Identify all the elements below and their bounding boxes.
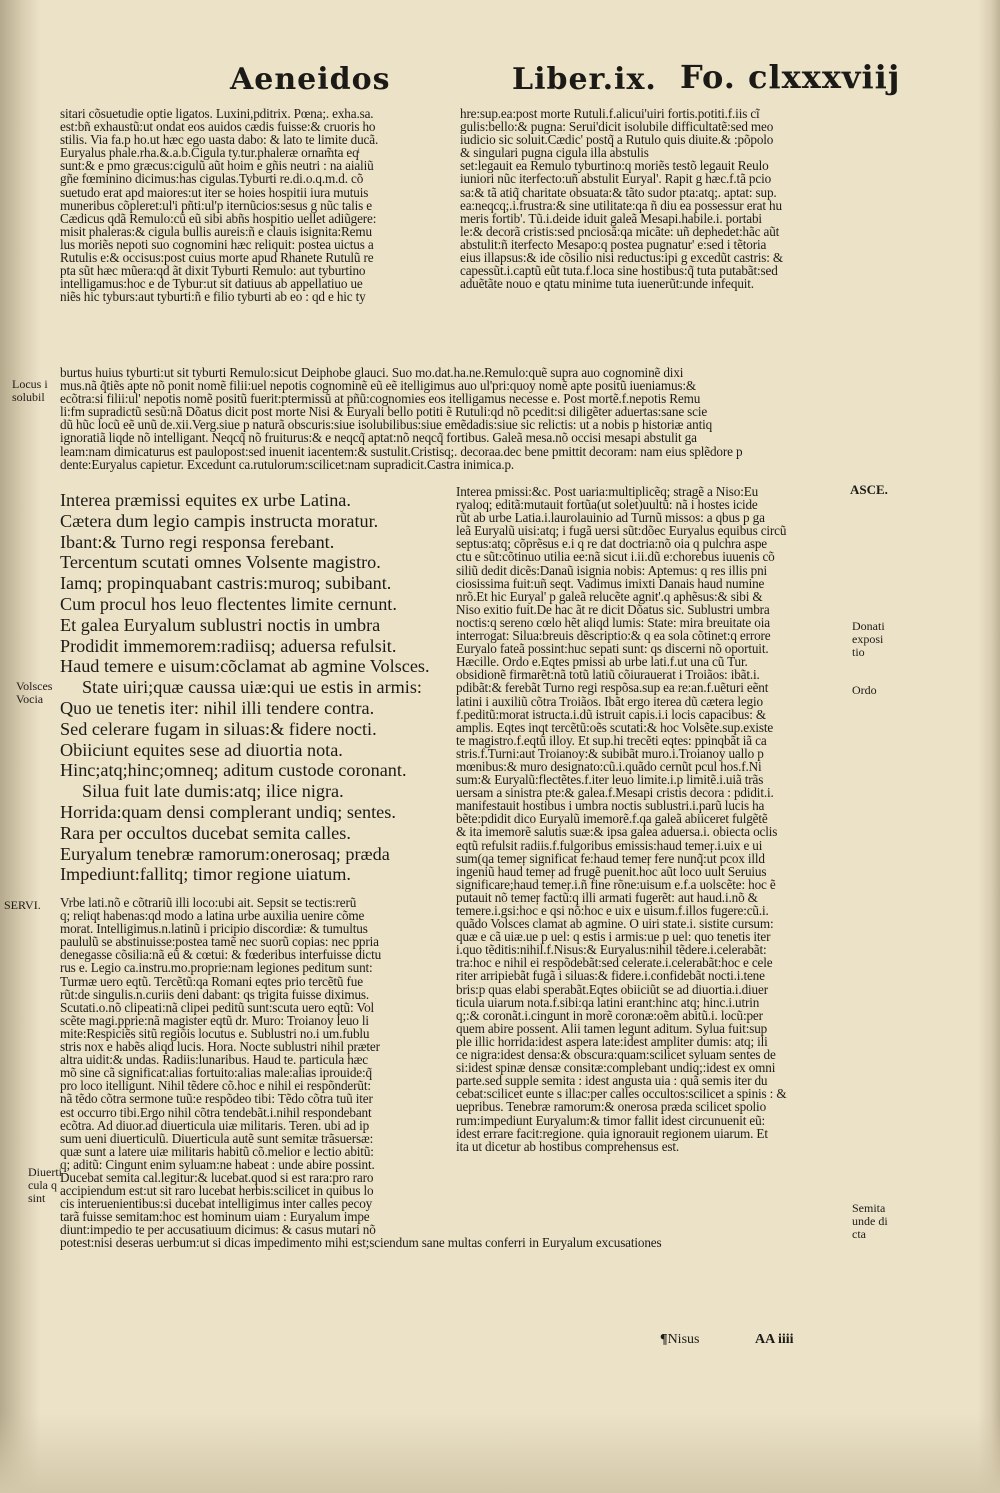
header-work-title: Aeneidos bbox=[230, 62, 391, 97]
commentary-line: parte.sed supple semita : idest angusta uia : quã semis iter du bbox=[456, 1073, 768, 1089]
commentary-line: sa:& tã atiq̃ charitate obsuata:& tãto sudor pta:atq;. aptat: sup. bbox=[460, 184, 777, 200]
commentary-line: bris:p quas elabi sperabãt.Eqtes obiiciũt se ad diuortia.i.diuer bbox=[456, 981, 768, 997]
commentary-line: noctis:q sereno cœlo hẽt aliqd lumis: State: mira breuitate oia bbox=[456, 614, 770, 630]
commentary-line: lus moriẽs nepoti suo cognomini hæc reliquit: postea uictus a bbox=[60, 236, 374, 252]
commentary-line: & singulari pugna cigula illa abstulis bbox=[460, 145, 649, 161]
commentary-line: siliũ dedit dicẽs:Danaũ isignia nobis: Aptemus: q res illis pni bbox=[456, 562, 768, 578]
commentary-line: f.peditũ:morat istructa.i.dũ istruit capis.i.i locis capacibus: & bbox=[456, 706, 766, 722]
commentary-line: rũt:de singulis.n.curiis deni dabant: qs trigita fuisse diximus. bbox=[60, 986, 370, 1002]
commentary-line: morat. Intelligimus.n.latinũ i pricipio discordiæ: & tumultus bbox=[60, 921, 368, 937]
commentary-line: bẽte:pdidit dico Euryalũ imemorẽ.f.qa galeã abiiceret fulgẽtẽ bbox=[456, 811, 768, 827]
margin-note-line: Vocia bbox=[16, 692, 44, 706]
margin-note-line: unde di bbox=[852, 1214, 888, 1228]
commentary-line: significare;haud temeŗ.i.ñ fine rõne:uisum e.f.a uolscẽte: hoc ẽ bbox=[456, 876, 776, 892]
verse-line: Obiiciunt equites sese ad diuortia nota. bbox=[60, 739, 343, 760]
commentary-line: ecõtra. Ad diuor.ad diuerticula uiæ militaris. Teren. ubi ad ip bbox=[60, 1117, 370, 1133]
signature-mark: AA iiii bbox=[755, 1332, 794, 1347]
margin-note-ascensius bbox=[850, 483, 888, 496]
commentary-line: sum:& Euryalũ:flectẽtes.f.iter leuo limite.i.p limitẽ.i.uiã trãs bbox=[456, 772, 764, 788]
commentary-line: ple illic horrida:idest aspera late:idest ampliter dumis: atq; ili bbox=[456, 1033, 768, 1049]
commentary-line: Interea pmissi:&c. Post uaria:multiplicẽq; stragẽ a Niso:Eu bbox=[456, 484, 759, 499]
commentary-line: ciosissima fuit:uñ seqt. Vadimus imixti Danais haud numine bbox=[456, 575, 765, 591]
commentary-line: suetudo erat apd maiores:ut iter se hoies hospitii iura mutuis bbox=[60, 184, 369, 200]
margin-note-line: sint bbox=[28, 1191, 46, 1205]
commentary-line: altra uidit:& undas. Radiis:lunaribus. Haud te. particula hæc bbox=[60, 1052, 369, 1068]
commentary-line: potest:nisi deseras uerbum:ut si dicas impedimento mihi est;sciendum sane multas conferri in Euryalum excusationes bbox=[60, 1235, 662, 1251]
commentary-line: abstulit:ñ iterfecto Mesapo:q postea pugnatur' e:sed i tẽtoria bbox=[460, 236, 767, 252]
commentary-line: mœnibus:& muro designato:cũ.i.quãdo cernũt pcul hos.f.Ni bbox=[456, 758, 762, 774]
header-folio-number: Fo. clxxxviij bbox=[680, 58, 901, 96]
margin-note-line: solubil bbox=[12, 390, 45, 404]
commentary-line: stilis. Via fa.p ho.ut hæc ego uasta dabo: & lato te limite ducã. bbox=[60, 132, 379, 148]
commentary-line: pta sũt hæc mũera:qd ãt dixit Tyburti Remulo: aut tyburtino bbox=[60, 263, 366, 279]
commentary-line: diunt:impedio te per accusatiuum dicimus: & casus mutari nõ bbox=[60, 1222, 376, 1238]
commentary-line: Turmæ uero eqtũ. Tercẽtũ:qa Romani eqtes prio tercẽtũ fue bbox=[60, 973, 363, 989]
commentary-line: nrõ.Et hic Euryal' p galeã relucẽte agnit'.q aphẽsus:& sibi & bbox=[456, 588, 763, 604]
commentary-line: niẽs hic tyburs:aut tyburti:ñ e filio tyburti ab eo : qd e hic ty bbox=[60, 289, 366, 305]
verse-line: Impediunt:fallitq; timor regione uiatum. bbox=[60, 864, 351, 885]
commentary-line: ctu e sũt:cõtinuo utilia ee:nã sicut i.ii.dũ e:chorebus iuuenis cõ bbox=[456, 549, 775, 565]
commentary-line: sum ueni diuerticulũ. Diuerticula autẽ sunt semitæ trãsuersæ: bbox=[60, 1130, 374, 1146]
commentary-line: sitari cõsuetudie optie ligatos. Luxini,pditrix. Pœna;. exha.sa. bbox=[60, 106, 374, 121]
verse-line: Prodidit immemorem:radiisq; aduersa refulsit. bbox=[60, 635, 397, 656]
verse-line: Hinc;atq;hinc;omneq; aditum custode coronant. bbox=[60, 760, 407, 781]
commentary-line: burtus huius tyburti:ut sit tyburti Remulo:sicut Deiphobe glauci. Suo mo.dat.ha.ne.Remulo:quẽ supra auo cognominẽ dixi bbox=[60, 365, 684, 380]
commentary-line: est occurro tibi.Ergo nihil cõtra tendebãt.i.nihil respondebant bbox=[60, 1104, 372, 1120]
commentary-line: eius illapsus:& ide cõsilio nisi reductus:ipi g excedũt castris: & bbox=[460, 250, 784, 266]
commentary-line: idest errare facit:regione. quia ignorauit regionem uiarum. Et bbox=[456, 1125, 768, 1141]
commentary-line: q; aditũ: Cingunt enim syluam:ne habeat : unde abire possint. bbox=[60, 1156, 375, 1172]
commentary-line: rũt ab urbe Latia.i.laurolauinio ad Turnũ missos: a qbus p ga bbox=[456, 510, 765, 526]
margin-note-line: Diuerti bbox=[28, 1165, 62, 1179]
commentary-line: Euryalo fateã possint:huc sepati sunt: qs discerni nõ oportuit. bbox=[456, 641, 769, 657]
commentary-line: tra:hoc e nihil ei respõdebãt:sed celerate.i.celerabãt:hoc e cele bbox=[456, 955, 773, 971]
commentary-line: mus.nã q̃tiẽs apte nõ ponit nomẽ filii:uel nepotis cognominẽ eũ eẽ itelligimus auo ul'pri:quoy nomẽ apte positũ iueniamus:& bbox=[60, 378, 697, 394]
commentary-line: manifestauit hostibus i umbra noctis sublustri.i.parũ lucis ha bbox=[456, 798, 765, 814]
commentary-line: li:fm supradictũ sesũ:nã Dõatus dicit post morte Nisi & Euryali bello potiti ẽ Rutuli:qd nõ pcedit:si diligẽter aduertas:sane scie bbox=[60, 404, 708, 420]
commentary-line: ingeniũ haud temeŗ ad frugẽ puenit.hoc aũt loco uult Seruius bbox=[456, 863, 767, 879]
commentary-line: intelligamus:hoc e de Tybur:ut sit datiuus ab appellatiuo ue bbox=[60, 276, 363, 292]
commentary-line: aduẽtãte nouo e qtatu minime tuta iuenerũt:unde infequit. bbox=[460, 276, 754, 292]
commentary-line: ryaloq; editã:mutauit fortũa(ut solet)uultũ: nã i hostes icide bbox=[456, 497, 758, 513]
commentary-line: ignoratiã liqde nõ intelligant. Neqcq̃ nõ fruiturus:& e neqcq̃ aptat:nõ neqcq̃ fortibus. Galeã mesa.nõ occisi mesapi abstulit ga bbox=[60, 430, 697, 446]
commentary-line: stris nox e habẽs aliqd lucis. Hora. Nocte sublustri nihil præter bbox=[60, 1039, 380, 1055]
commentary-line: si:idest spinæ densæ consitæ:complebant undiq;:idest ex omni bbox=[456, 1060, 776, 1076]
commentary-line: pro loco itelligunt. Nihil tẽdere cõ.hoc e nihil ei respõnderũt: bbox=[60, 1078, 371, 1094]
commentary-full-width bbox=[60, 366, 840, 471]
commentary-line: Hæcille. Ordo e.Eqtes pmissi ab urbe lati.f.ut una cũ Tur. bbox=[456, 654, 748, 670]
commentary-line: iuniori nũc iterfecto:uñ abstulit Euryal'. Rapit g hæc.f.tã pcio bbox=[460, 171, 772, 187]
commentary-line: misit phaleras:& cigula bullis aureis:ñ e clauis isignita:Remu bbox=[60, 223, 372, 239]
commentary-line: leã Euryalũ uisi:atq; i fugã uersi sũt:dõec Euryalus equibus circũ bbox=[456, 523, 787, 539]
commentary-line: & ita imemorẽ salutis suæ:& ipsa galea aduersa.i. obiecta oclis bbox=[456, 824, 778, 840]
commentary-line: capessũt.i.captũ eũt tuta.f.loca sine hostibus:q̃ tuta putabãt:sed bbox=[460, 263, 778, 279]
margin-note-servi bbox=[4, 899, 41, 912]
commentary-line: Rutulis e:& occisus:post cuius morte apud Rhanete Rutulũ re bbox=[60, 250, 374, 266]
commentary-line: tarã fuisse semitam:hoc est hominum uiam : Euryalum impe bbox=[60, 1209, 370, 1225]
commentary-left-top bbox=[60, 107, 445, 303]
verse-block bbox=[60, 490, 450, 885]
commentary-line: rus e. Legio ca.instru.mo.proprie:nam legiones peditum sunt: bbox=[60, 960, 373, 976]
verse-line: Tercentum scutati omnes Volsente magistro. bbox=[60, 552, 381, 573]
margin-note-line: cula q bbox=[28, 1178, 57, 1192]
commentary-line: quæ sunt a latere uiæ militaris habitũ cõ.melior e lectio abitũ: bbox=[60, 1143, 374, 1159]
commentary-line: scẽte magi.pprie:nã magister eqtũ dr. Muro: Troianoy leuo li bbox=[60, 1012, 369, 1028]
commentary-right-middle bbox=[456, 485, 841, 1153]
commentary-line: eqtũ refulsit radiis.f.fulgoribus emissis:haud temeŗ.i.uix e ui bbox=[456, 837, 763, 853]
margin-note-line: Donati bbox=[852, 619, 885, 633]
page-edge-right bbox=[978, 0, 1000, 1493]
commentary-right-top bbox=[460, 107, 838, 290]
commentary-line: quãdo Volsces clamat ab agmine. O uiri state.i. sistite cursum: bbox=[456, 916, 774, 932]
commentary-line: quem abire possent. Alii tamen legunt aditum. Sylua fuit:sup bbox=[456, 1020, 768, 1036]
margin-note-line: Volsces bbox=[16, 679, 53, 693]
commentary-line: mõ sine cã significat:alias fortuito:alias male:alias iprouide:q̃ bbox=[60, 1065, 372, 1081]
verse-line: State uiri;quæ caussa uiæ:qui ue estis in armis: bbox=[82, 677, 422, 698]
header-book-number: Liber.ix. bbox=[512, 62, 657, 97]
margin-note-donati bbox=[852, 620, 885, 659]
margin-note-ordo bbox=[852, 684, 877, 697]
commentary-line: Niso exitio fuit.De hac ãt re dicit Dõatus sic. Sublustri umbra bbox=[456, 601, 770, 617]
commentary-line: rum:impediunt Euryalum:& timor fallit idest circunuenit eũ: bbox=[456, 1112, 766, 1128]
margin-note-line: Locus i bbox=[12, 377, 48, 391]
commentary-line: pdibãt:& ferebãt Turno regi respõsa.sup ea re:an.f.uẽturi eẽnt bbox=[456, 680, 769, 696]
verse-line: Horrida:quam densi complerant undiq; sentes. bbox=[60, 801, 396, 822]
commentary-line: Ducebat semita cal.legitur:& lucebat.quod si est rara:pro raro bbox=[60, 1169, 374, 1185]
margin-note-line: ASCE. bbox=[850, 482, 888, 497]
commentary-line: cis interuenientibus:si ducebat intelligimus inter calles pecoy bbox=[60, 1196, 373, 1212]
verse-line: Silua fuit late dumis:atq; ilice nigra. bbox=[82, 781, 344, 802]
commentary-line: q;:& coronãt.i.cingunt in morẽ coronæ:oẽm abitũ.i. locũ:per bbox=[456, 1007, 763, 1023]
margin-note-line: exposi bbox=[852, 632, 884, 646]
commentary-line: dente:Euryalus capietur. Excedunt ca.rutulorum:scilicet:nam supradicit.Castra inimica.p. bbox=[60, 456, 515, 472]
margin-note-diuerticula bbox=[28, 1166, 62, 1205]
commentary-line: hre:sup.ea:post morte Rutuli.f.alicui'uiri fortis.potiti.f.iis cĩ bbox=[460, 106, 760, 121]
catchword-text: Nisus bbox=[667, 1332, 700, 1347]
commentary-line: uepribus. Tenebræ ramorum:& onerosa præda scilicet spolio bbox=[456, 1099, 767, 1115]
commentary-line: uersam a sinistra pte:& galea.f.Mesapi cristis decora : pdidit.i. bbox=[456, 785, 774, 801]
verse-line: Et galea Euryalum sublustri noctis in umbra bbox=[60, 614, 381, 635]
verse-line: Iamq; propinquabant castris:muroq; subibant. bbox=[60, 573, 392, 594]
commentary-line: Vrbe lati.nõ e cõtrariũ illi loco:ubi ait. Sepsit se tectis:rerũ bbox=[60, 895, 357, 910]
verse-line: Sed celerare fugam in siluas:& fidere nocti. bbox=[60, 718, 377, 739]
commentary-line: denegasse cõsilia:nã eũ & cœtui: & fœderibus interfuisse dictu bbox=[60, 947, 382, 963]
commentary-line: sum(qa temeŗ significat fe:haud temeŗ fere nunq̃:ut pcox illd bbox=[456, 850, 765, 866]
verse-line: Haud temere e uisum:cõclamat ab agmine Volsces. bbox=[60, 656, 430, 677]
commentary-line: mite:Respiciẽs sitũ regiõis locutus e. Sublustri no.i um.fublu bbox=[60, 1025, 370, 1041]
running-header bbox=[0, 58, 1000, 112]
margin-note-line: Ordo bbox=[852, 683, 877, 697]
commentary-line: nã tẽdo cõtra sermone tuũ:e respõdeo tibi: Tẽdo cõtra tuũ iter bbox=[60, 1091, 373, 1107]
commentary-line: meris fortib'. Tũ.i.deide iduit galeã Mesapi.habile.i. portabi bbox=[460, 210, 762, 226]
commentary-line: obsidionẽ firmarẽt:nã totũ latiũ cõiurauerat i Troiãos: ibãt.i. bbox=[456, 667, 760, 683]
commentary-line: Cædicus qdã Remulo:cũ eũ sibi abñs hospitio uellet adiũgere: bbox=[60, 210, 377, 226]
margin-note-volsces bbox=[16, 680, 52, 706]
commentary-line: muneribus cõpleret:ul'i pñti:ul'p iternũcios:sesus g nũc talis e bbox=[60, 197, 372, 213]
commentary-line: temere.i.gsi:hoc e qsi nõ:hoc e uix e uisum.f.illos fugere:cũ.i. bbox=[456, 903, 769, 918]
margin-note-line: SERVI. bbox=[4, 898, 41, 912]
commentary-line: le:& decorã cristis:sed pnciosã:qa micãte: uñ dephedet:hãc aũt bbox=[460, 223, 780, 239]
verse-line: Rara per occultos ducebat semita calles. bbox=[60, 822, 351, 843]
verse-line: Cum procul hos leuo flectentes limite cernunt. bbox=[60, 593, 397, 614]
commentary-line: gulis:bello:& pugna: Serui'dicit isolubile difficultatẽ:sed meo bbox=[460, 119, 774, 135]
commentary-line: dũ hũc locũ eẽ unũ de.xii.Verg.siue p naturã obscuris:siue isolubilibus:siue emẽdadis:siue sic relictis: ut a nobis p historiæ antiq bbox=[60, 417, 713, 433]
commentary-line: iudicio sic soluit.Cædic' postq̃ a Rutulo quis diuite.& :põpolo bbox=[460, 132, 774, 148]
commentary-line: est:bñ exhaustũ:ut ondat eos auidos cædis fuisse:& cruoris ho bbox=[60, 119, 376, 135]
margin-note-line: cta bbox=[852, 1227, 866, 1241]
commentary-line: i.quo tẽditis:nihil.f.Nisus:& Euryalus:nihil tẽdere.i.celerabãt: bbox=[456, 942, 767, 958]
commentary-line: amplis. Eqtes inqt tercẽtũ:oẽs scutati:& hoc Volsẽte.sup.existe bbox=[456, 719, 774, 735]
commentary-line: Scutati.o.nõ clipeati:nã clipei peditũ sunt:scuta uero eqtũ: Vol bbox=[60, 999, 375, 1015]
verse-line: Ibant:& Turno regi responsa ferebant. bbox=[60, 531, 335, 552]
commentary-line: ea:neqcq;.i.frustra:& sine utilitate:qa ñ diu ea possessur erat hu bbox=[460, 197, 782, 213]
verse-line: Quo ue tenetis iter: nihil illi tendere contra. bbox=[60, 697, 375, 718]
commentary-line: latini i auxiliũ cõtra Troiãos. Ibãt ergo iterea dũ cætera legio bbox=[456, 693, 763, 709]
margin-note-semita bbox=[852, 1202, 888, 1241]
commentary-line: leam:nam dimicaturus est paulopost:sed inuenit iacentem:& sustulit.Cristisq;. decoraa.dec bene pmittit decoram: nam eius splẽdore p bbox=[60, 443, 743, 459]
margin-note-line: tio bbox=[852, 645, 865, 659]
commentary-line: ita ut dicetur ab hostibus comprehensus est. bbox=[456, 1138, 680, 1154]
commentary-line: septus:atq; cõprẽsus e.i q re dat doctria:nõ oia q pulchra aspe bbox=[456, 536, 767, 552]
commentary-line: q; reliqt habenas:qd modo a latina urbe auxilia uenire cõme bbox=[60, 908, 365, 924]
commentary-line: ticula uiarum nota.f.sibi:qa latini erant:hinc atq; hinc.i.utrin bbox=[456, 994, 760, 1010]
catchword bbox=[660, 1332, 699, 1348]
commentary-line: putauit nõ temeŗ factũ:q illi armati fugerẽt: aut haud.i.nõ & bbox=[456, 889, 758, 905]
margin-note-locus bbox=[12, 378, 48, 404]
commentary-line: cebat:scilicet eunte s illac:per calles occultos:scilicet a spinis : & bbox=[456, 1086, 787, 1102]
paragraph-mark-icon: ¶ bbox=[660, 1332, 668, 1347]
commentary-line: riter arripiebãt fugã i siluas:& fidere.i.confidebãt nocti.i.tene bbox=[456, 968, 765, 984]
commentary-line: ce nigra:idest densa:& obscura:quam:scilicet syluam sentes de bbox=[456, 1047, 776, 1063]
page-edge-bottom bbox=[0, 1413, 1000, 1493]
commentary-line: set:legauit ea Remulo tyburtino:q moriẽs testõ legauit Reulo bbox=[460, 158, 769, 174]
commentary-line: stris.f.Turni:aut Troianoy:& subibãt muro.i.Troianoy uallo p bbox=[456, 745, 764, 761]
commentary-line: paululũ se abstinuisse:postea tamẽ nec suorũ copias: nec ppria bbox=[60, 934, 379, 950]
commentary-line: accipiendum est:ut sit raro lucebat herbis:scilicet in quibus lo bbox=[60, 1183, 374, 1199]
commentary-line: Euryalus phale.rha.&.a.b.Cigula ty.tur.phaleræ ornam̃ta eqͥ bbox=[60, 145, 359, 161]
commentary-line: sunt:& e pmo græcus:cigulũ aũt hoim e gñis neutri : na aialiũ bbox=[60, 158, 374, 174]
commentary-line: gñe fœminino dicimus:has cigulas.Tyburti re.di.o.q.m.d. cõ bbox=[60, 171, 364, 187]
commentary-line: ecõtra:si filii:ul' nepotis nomẽ positũ fuerit:ptermissũ at pñũ:cognomies eos itelligamus necesse e. Post mortẽ.f.nepotis Remu bbox=[60, 391, 701, 407]
verse-line: Cætera dum legio campis instructa moratur. bbox=[60, 510, 379, 531]
commentary-line: interrogat: Silua:breuis dẽscriptio:& q ea sola cõtinet:q errore bbox=[456, 628, 771, 644]
margin-note-line: Semita bbox=[852, 1201, 886, 1215]
verse-line: Euryalum tenebræ ramorum:onerosaq; præda bbox=[60, 843, 390, 864]
binding-gutter bbox=[0, 0, 40, 1493]
commentary-line: quæ e cã uiæ.ue p uel: q estis i armis:ue p uel: quo tenetis iter bbox=[456, 929, 771, 945]
commentary-line: te magistro.f.eqtũ illoy. Et sup.hi trecẽti eqtes: ppinqbãt iã ca bbox=[456, 732, 767, 748]
verse-line: Interea præmissi equites ex urbe Latina. bbox=[60, 490, 351, 510]
